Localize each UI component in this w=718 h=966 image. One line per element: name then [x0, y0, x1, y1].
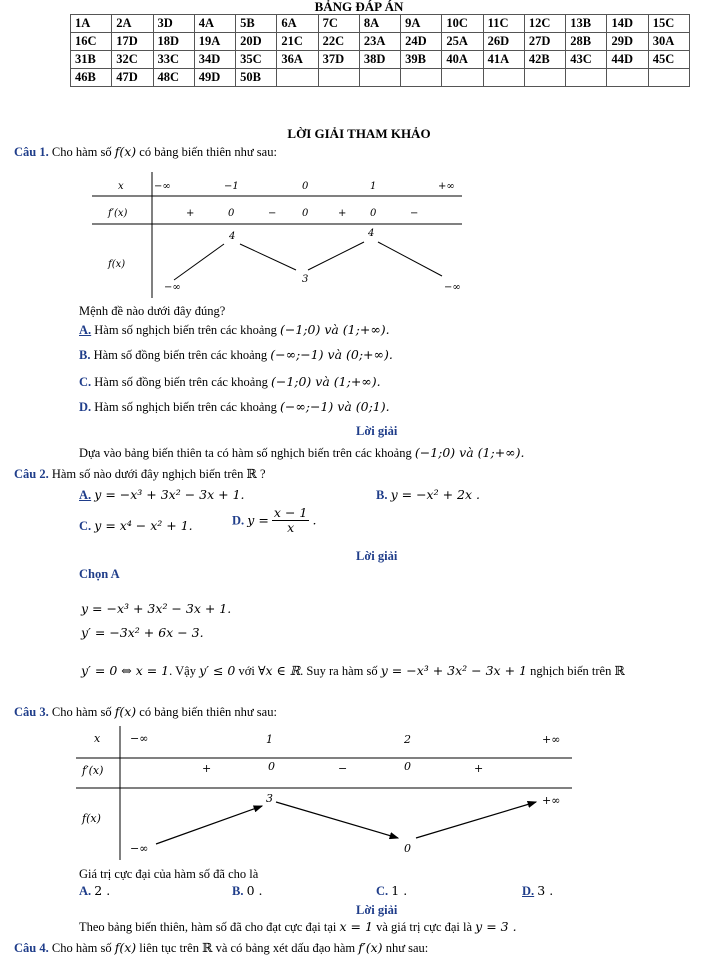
answer-cell: 42B	[524, 51, 565, 69]
answer-cell: 20D	[236, 33, 277, 51]
q2-choose: Chọn A	[79, 567, 120, 581]
q1-x-4: +∞	[438, 181, 455, 192]
answer-cell: 27D	[524, 33, 565, 51]
q2-eq1: y = −x³ + 3x² − 3x + 1.	[81, 601, 232, 616]
answer-cell: 12C	[524, 15, 565, 33]
q2-option-a[interactable]: A. y = −x³ + 3x² − 3x + 1.	[79, 487, 245, 502]
answer-key-title: BẢNG ĐÁP ÁN	[314, 0, 404, 14]
q3-row-fp: f′(x)	[82, 764, 104, 777]
answer-cell: 1A	[71, 15, 112, 33]
answer-cell: 48C	[153, 69, 194, 87]
answer-cell: 36A	[277, 51, 318, 69]
answer-cell: 28B	[566, 33, 607, 51]
answer-row	[71, 51, 690, 69]
answer-cell	[277, 69, 318, 87]
answer-cell: 32C	[112, 51, 153, 69]
answer-cell: 2A	[112, 15, 153, 33]
q1-sign-6: −	[410, 208, 419, 219]
answer-key-table	[70, 14, 690, 87]
answer-cell: 22C	[318, 33, 359, 51]
q1-option-d[interactable]: D. Hàm số nghịch biến trên các khoảng (−∞;−1) và (0;1).	[79, 399, 390, 414]
q1-sign-4: +	[338, 208, 347, 219]
q1-solution: Dựa vào bảng biến thiên ta có hàm số nghịch biến trên các khoảng (−1;0) và (1;+∞).	[79, 445, 525, 460]
q3-prompt: Giá trị cực đại của hàm số đã cho là	[79, 867, 259, 881]
answer-cell: 23A	[359, 33, 400, 51]
answer-cell	[318, 69, 359, 87]
q3-sign-0: +	[202, 762, 212, 775]
q1-x-1: −1	[224, 181, 239, 192]
q2-option-d[interactable]: D. y = $\frac{x - 1}{x}$ .	[232, 505, 317, 535]
q3-solution: Theo bảng biến thiên, hàm số đã cho đạt cực đại tại x = 1 và giá trị cực đại là y = 3 .	[79, 919, 517, 934]
answer-cell: 5B	[236, 15, 277, 33]
question-4-stem: Câu 4. Cho hàm số f(x) liên tục trên ℝ và có bảng xét dấu đạo hàm f′(x) như sau:	[14, 940, 429, 955]
answer-row	[71, 15, 690, 33]
answer-cell: 47D	[112, 69, 153, 87]
q1-f-1: 4	[229, 231, 236, 242]
answer-cell: 24D	[401, 33, 442, 51]
answer-cell: 37D	[318, 51, 359, 69]
q3-f-2: 0	[404, 842, 411, 855]
answer-cell: 35C	[236, 51, 277, 69]
answer-cell: 29D	[607, 33, 648, 51]
answer-cell: 6A	[277, 15, 318, 33]
q2-d-fraction: $\frac{x - 1}{x}$	[273, 505, 308, 535]
q1-sign-3: 0	[302, 208, 309, 219]
q1-sign-1: 0	[228, 208, 235, 219]
q3-solution-label: Lời giải	[356, 903, 398, 917]
answer-cell: 15C	[648, 15, 689, 33]
q3-f-0: −∞	[130, 842, 149, 855]
q3-x-0: −∞	[130, 732, 149, 745]
q3-x-3: +∞	[542, 733, 561, 746]
answer-cell: 4A	[194, 15, 235, 33]
answer-cell	[401, 69, 442, 87]
q1-sign-2: −	[268, 208, 277, 219]
q3-sign-1: 0	[268, 760, 275, 773]
answer-cell: 7C	[318, 15, 359, 33]
question-2-label: Câu 2.	[14, 467, 49, 481]
answer-cell: 49D	[194, 69, 235, 87]
q1-x-3: 1	[370, 181, 377, 192]
q3-x-2: 2	[404, 733, 411, 746]
answer-cell: 38D	[359, 51, 400, 69]
answer-cell: 31B	[71, 51, 112, 69]
q3-sign-3: 0	[404, 760, 411, 773]
q1-option-b[interactable]: B. Hàm số đồng biến trên các khoảng (−∞;−1) và (0;+∞).	[79, 347, 393, 362]
q1-option-c[interactable]: C. Hàm số đồng biến trên các khoảng (−1;0) và (1;+∞).	[79, 374, 381, 389]
q2-option-b[interactable]: B. y = −x² + 2x .	[376, 487, 480, 502]
q1-sign-5: 0	[370, 208, 377, 219]
answer-cell: 26D	[483, 33, 524, 51]
q2-option-c[interactable]: C. y = x⁴ − x² + 1.	[79, 518, 193, 533]
q1-f-0: −∞	[164, 282, 181, 293]
q3-sign-4: +	[474, 762, 484, 775]
answer-cell	[524, 69, 565, 87]
answer-cell: 46B	[71, 69, 112, 87]
variation-table-q1	[92, 172, 462, 298]
answer-cell: 30A	[648, 33, 689, 51]
q1-option-a[interactable]: A. Hàm số nghịch biến trên các khoảng (−1;0) và (1;+∞).	[79, 322, 390, 337]
q3-x-1: 1	[266, 733, 273, 746]
q1-prompt: Mệnh đề nào dưới đây đúng?	[79, 304, 226, 318]
q3-f-3: +∞	[542, 794, 561, 807]
q3-row-x: x	[94, 732, 101, 745]
q1-row-fp: f′(x)	[108, 208, 128, 219]
solution-heading: LỜI GIẢI THAM KHẢO	[287, 126, 431, 141]
answer-cell	[566, 69, 607, 87]
answer-cell: 13B	[566, 15, 607, 33]
q1-solution-label: Lời giải	[356, 424, 398, 438]
answer-cell: 50B	[236, 69, 277, 87]
answer-cell: 8A	[359, 15, 400, 33]
answer-cell: 34D	[194, 51, 235, 69]
answer-cell: 41A	[483, 51, 524, 69]
q2-solution-label: Lời giải	[356, 549, 398, 563]
answer-cell: 21C	[277, 33, 318, 51]
question-2-stem: Câu 2. Hàm số nào dưới đây nghịch biến trên ℝ ?	[14, 467, 266, 481]
q1-x-2: 0	[302, 181, 309, 192]
q1-sign-0: +	[186, 208, 195, 219]
answer-cell: 25A	[442, 33, 483, 51]
answer-cell: 43C	[566, 51, 607, 69]
q1-f-3: 4	[368, 228, 375, 239]
answer-cell: 14D	[607, 15, 648, 33]
answer-cell	[483, 69, 524, 87]
answer-cell: 9A	[401, 15, 442, 33]
answer-cell: 19A	[194, 33, 235, 51]
answer-cell: 33C	[153, 51, 194, 69]
answer-cell: 18D	[153, 33, 194, 51]
answer-row	[71, 69, 690, 87]
q1-f-4: −∞	[444, 282, 461, 293]
answer-cell: 10C	[442, 15, 483, 33]
answer-cell: 11C	[483, 15, 524, 33]
q3-sign-2: −	[338, 762, 348, 775]
q1-x-0: −∞	[154, 181, 171, 192]
q3-option-d[interactable]: D. 3 .	[522, 883, 554, 898]
answer-cell: 40A	[442, 51, 483, 69]
answer-cell: 44D	[607, 51, 648, 69]
q1-f-2: 3	[302, 274, 309, 285]
q3-option-c[interactable]: C. 1 .	[376, 883, 408, 898]
answer-cell: 45C	[648, 51, 689, 69]
q2-eq2: y′ = −3x² + 6x − 3.	[81, 625, 204, 640]
variation-table-q3	[76, 726, 572, 860]
answer-cell	[359, 69, 400, 87]
answer-row	[71, 33, 690, 51]
answer-cell: 39B	[401, 51, 442, 69]
q1-row-x: x	[118, 181, 124, 192]
question-3-label: Câu 3.	[14, 705, 49, 719]
q3-option-a[interactable]: A. 2 .	[79, 883, 111, 898]
q1-row-f: f(x)	[108, 259, 126, 270]
answer-cell	[607, 69, 648, 87]
answer-cell	[442, 69, 483, 87]
question-3-stem: Câu 3. Cho hàm số f(x) có bảng biến thiên như sau:	[14, 704, 277, 719]
question-1-label: Câu 1.	[14, 145, 49, 159]
q3-option-b[interactable]: B. 0 .	[232, 883, 263, 898]
question-1-stem: Câu 1. Cho hàm số f(x) có bảng biến thiên như sau:	[14, 144, 277, 159]
answer-cell: 17D	[112, 33, 153, 51]
answer-cell: 16C	[71, 33, 112, 51]
question-4-label: Câu 4.	[14, 941, 49, 955]
answer-cell: 3D	[153, 15, 194, 33]
q3-f-1: 3	[266, 792, 273, 805]
q2-eq3: y′ = 0 ⇔ x = 1. Vậy y′ ≤ 0 với ∀x ∈ ℝ. Suy ra hàm số y = −x³ + 3x² − 3x + 1 nghịch biến trên ℝ	[81, 663, 625, 678]
answer-cell	[648, 69, 689, 87]
q3-row-f: f(x)	[82, 812, 101, 825]
